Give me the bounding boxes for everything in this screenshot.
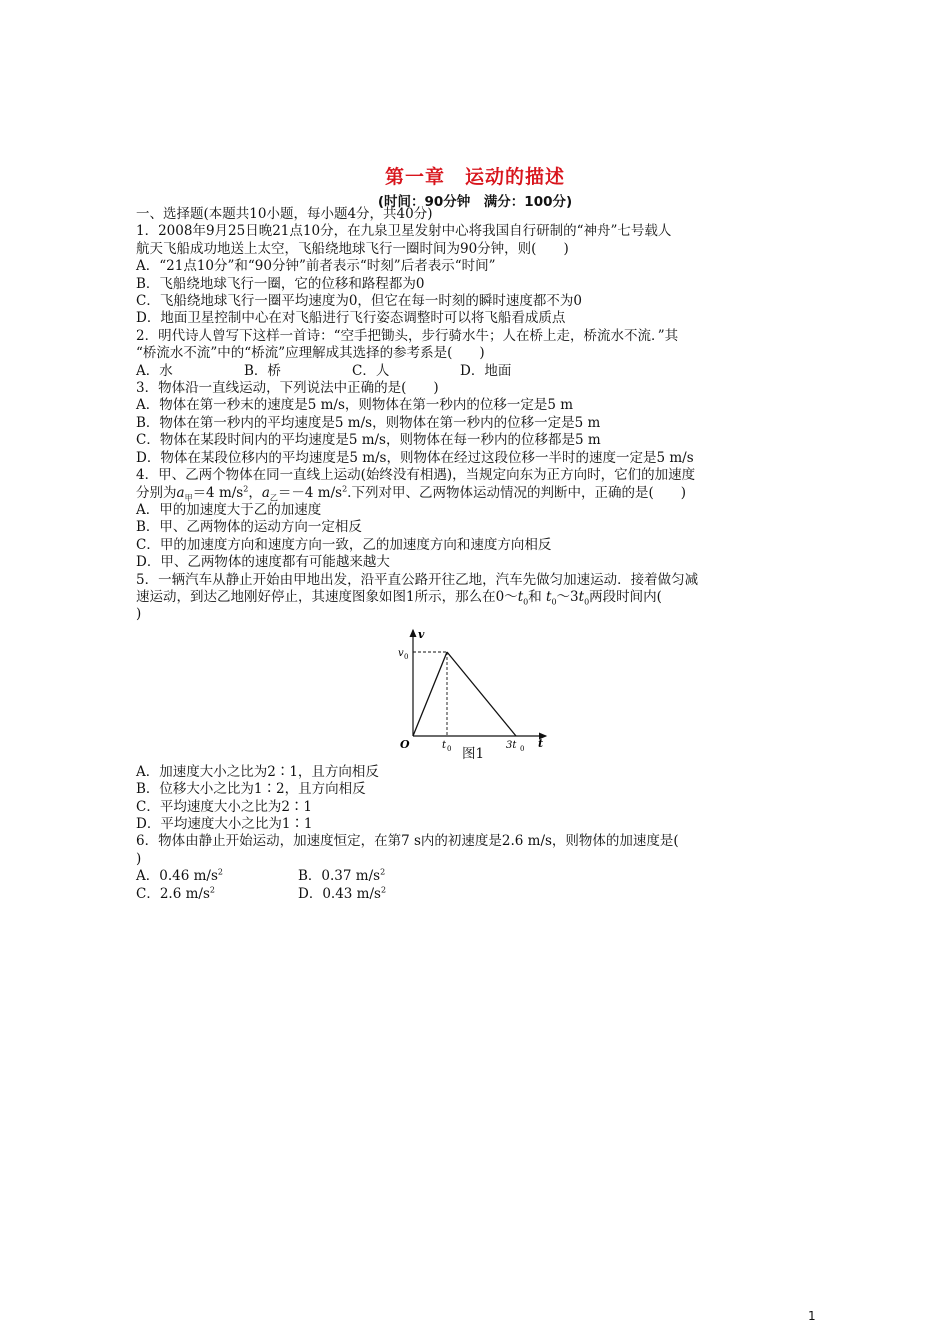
q2-option-c: C．人 [352,362,390,379]
q5-range: ～3 [556,588,579,605]
q6-options-row1 [136,868,826,885]
q5-mid: 和 [528,588,547,605]
q6-stem-line2: ) [136,850,142,867]
q2-option-b: B．桥 [244,362,281,379]
figure-1 [136,624,826,764]
q1-option-b: B．飞船绕地球飞行一圈，它的位移和路程都为0 [136,275,425,292]
exam-info: (时间：90分钟 满分：100分) [377,194,573,210]
q5-option-a: A．加速度大小之比为2∶1，且方向相反 [136,763,379,780]
q4-sq2: 2 [342,484,348,493]
q3-option-a: A．物体在第一秒末的速度是5 m/s，则物体在第一秒内的位移一定是5 m [136,397,574,414]
q2-option-a: A．水 [136,362,173,379]
q4-a-yi-sub: 乙 [269,493,278,503]
q4-a-jia-sub: 甲 [184,493,193,503]
q6-d-sq: 2 [380,885,387,895]
label-t0-sub: 0 [447,744,452,753]
q4-sq1: 2 [243,484,249,493]
figure-caption: 图1 [462,745,485,762]
page-number: 1 [808,1309,816,1323]
velocity-time-graph [396,624,556,762]
q4-stem-line1: 4．甲、乙两个物体在同一直线上运动(始终没有相遇)，当规定向东为正方向时，它们的加速度 [136,467,696,484]
q3-stem: 3．物体沿一直线运动，下列说法中正确的是( ) [136,380,439,397]
q1-option-c: C．飞船绕地球飞行一圈平均速度为0，但它在每一时刻的瞬时速度都不为0 [136,293,583,310]
q3-option-c: C．物体在某段时间内的平均速度是5 m/s，则物体在每一秒内的位移都是5 m [136,432,601,449]
chapter-title: 第一章 运动的描述 [384,166,565,188]
q5-stem-line2 [136,589,826,606]
q1-option-a: A．“21点10分”和“90分钟”前者表示“时刻”后者表示“时间” [136,258,496,275]
q6-b-sq: 2 [380,867,386,877]
axis-label-t: t [538,736,544,750]
label-3t0: 3t [506,739,517,751]
q6-stem-line1: 6．物体由静止开始运动，加速度恒定，在第7 s内的初速度是2.6 m/s，则物体的加速度是( [136,833,679,850]
q4-stem-line2: 分别为$a_甲=4$ $m/s^2$，$a_乙=-4$ $m/s^2$.下列对甲、乙两物体运动情况的判断中，正确的是( ) [136,484,686,503]
q3-option-b: B．物体在第一秒内的平均速度是5 m/s，则物体在第一秒内的位移一定是5 m [136,414,601,431]
q5-option-d: D．平均速度大小之比为1∶1 [136,815,313,832]
q4-option-a: A．甲的加速度大于乙的加速度 [136,501,322,518]
q4-a-jia-value: ＝4 m/s [192,484,244,501]
q2-stem-line2: “桥流水不流”中的“桥流”应理解成其选择的参考系是( ) [136,345,485,362]
q5-t0-a: t [517,588,524,605]
section-heading: 一、选择题(本题共10小题，每小题4分，共40分) [136,206,433,222]
axis-label-v: v [418,627,425,641]
q5-t0-b-sub: 0 [551,597,557,607]
accel-segment [413,652,447,736]
q5-stem2-pre: 速运动，到达乙地刚好停止，其速度图象如图1所示，那么在0～ [136,588,518,605]
q3-option-d: D．物体在某段位移内的平均速度是5 m/s，则物体在经过这段位移一半时的速度一定是5 m/s [136,449,694,466]
q1-stem-line2: 航天飞船成功地送上太空，飞船绕地球飞行一圈时间为90分钟，则( ) [136,240,569,257]
q5-stem-line1: 5．一辆汽车从静止开始由甲地出发，沿平直公路开往乙地，汽车先做匀加速运动．接着做匀减 [136,571,699,588]
q5-option-c: C．平均速度大小之比为2∶1 [136,798,313,815]
q5-t0-b: t [546,588,552,605]
q4-a-yi-symbol: a [261,484,270,501]
q6-option-a: A．0.46 m/s [136,868,218,885]
decel-segment [447,652,516,736]
q5-stem-line3: ) [136,606,142,623]
q5-t0-c: t [578,588,585,605]
q4-stem2-pre: 分别为 [136,484,177,501]
question-body [136,206,826,903]
q6-options-row2 [136,886,826,903]
q2-option-d: D．地面 [460,362,512,379]
q1-stem-line1: 1．2008年9月25日晚21点10分，在九泉卫星发射中心将我国自行研制的“神舟”七号载人 [136,223,672,240]
label-origin: O [400,737,410,751]
q2-options [136,363,826,380]
q4-stem2-post: .下列对甲、乙两物体运动情况的判断中，正确的是( ) [347,484,686,501]
q6-option-c: C．2.6 m/s [136,885,210,902]
q4-option-c: C．甲的加速度方向和速度方向一致，乙的加速度方向和速度方向相反 [136,536,552,553]
q6-option-b: B．0.37 m/s [298,868,381,885]
label-t0: t [442,739,447,751]
q6-option-d: D．0.43 m/s [298,885,381,902]
q5-t0-a-sub: 0 [523,597,529,607]
q4-a-jia-symbol: a [176,484,185,501]
q5-stem2-post: 两段时间内( [589,588,662,605]
q4-option-d: D．甲、乙两物体的速度都有可能越来越大 [136,554,390,571]
q5-t0-c-sub: 0 [584,597,590,607]
label-v0-sub: 0 [404,652,409,661]
label-3t0-sub: 0 [520,744,525,753]
q6-c-sq: 2 [209,885,215,895]
q2-stem-line1: 2．明代诗人曾写下这样一首诗：“空手把锄头，步行骑水牛；人在桥上走，桥流水不流．”其 [136,327,679,344]
label-v0: v [398,647,404,659]
q1-option-d: D．地面卫星控制中心在对飞船进行飞行姿态调整时可以将飞船看成质点 [136,310,566,327]
q5-option-b: B．位移大小之比为1∶2，且方向相反 [136,781,366,798]
q4-a-yi-value: ＝－4 m/s [277,484,343,501]
q6-a-sq: 2 [217,867,223,877]
q4-option-b: B．甲、乙两物体的运动方向一定相反 [136,519,362,536]
